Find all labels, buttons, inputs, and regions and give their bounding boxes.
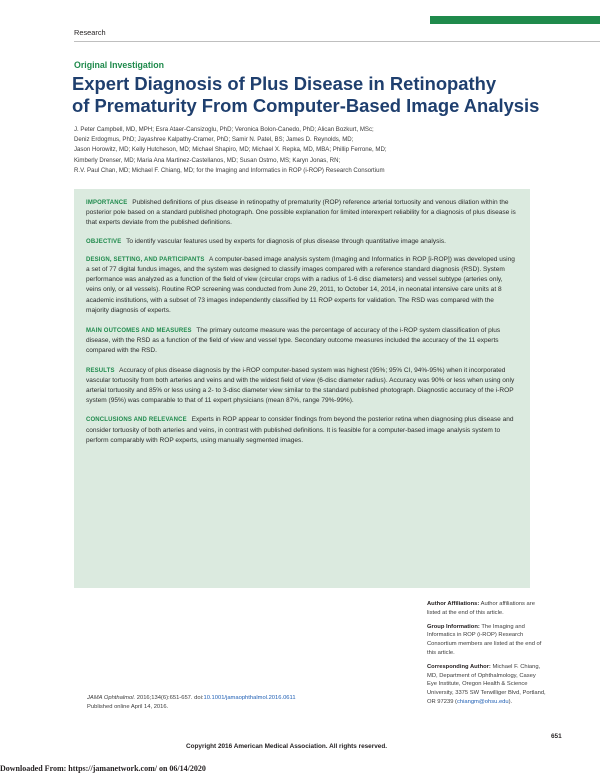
note-heading: Corresponding Author: <box>427 663 491 670</box>
abstract-text: The primary outcome measure was the percentage of accuracy of the i-ROP system classification of plus disease, with the RSD as a function of the field of view and vessel type. Secondary outcome measures included the accuracy of the 11 experts compared with the RSD. <box>86 327 501 355</box>
article-type: Original Investigation <box>74 60 164 70</box>
abstract-objective <box>86 237 518 247</box>
author-line: J. Peter Campbell, MD, MPH; Esra Ataer-Cansizoglu, PhD; Veronica Bolon-Canedo, PhD; Alican Bozkurt, MSc; <box>74 126 374 133</box>
citation <box>87 694 407 712</box>
abstract-heading: IMPORTANCE <box>86 200 128 206</box>
header-divider <box>74 41 600 42</box>
author-list <box>74 125 524 176</box>
corresponding-author <box>427 663 547 707</box>
abstract-text: Published definitions of plus disease in retinopathy of prematurity (ROP) reference arterial tortuosity and venous dilation within the posterior pole based on a standard published photograph. One possible explanation for limited interexpert reliability for a diagnosis of plus disease is that experts deviate from the published definitions. <box>86 199 516 227</box>
abstract-text: Experts in ROP appear to consider findings from beyond the posterior retina when diagnosing plus disease and consider tortuosity of both arteries and veins, in contrast with published definitions. It is feasible for a computer-based image analysis system to perform comparably with ROP experts, using manually segmented images. <box>86 416 514 444</box>
title-line-2: of Prematurity From Computer-Based Image Analysis <box>72 95 540 116</box>
sidebar-notes <box>427 600 547 712</box>
abstract-heading: OBJECTIVE <box>86 238 122 245</box>
abstract-box <box>74 189 530 588</box>
page-number: 651 <box>551 733 562 740</box>
abstract-outcomes <box>86 326 518 357</box>
publication-date: Published online April 14, 2016. <box>87 703 169 710</box>
copyright-notice: Copyright 2016 American Medical Association. All rights reserved. <box>186 743 388 750</box>
author-line: Kimberly Drenser, MD; Maria Ana Martinez-Castellanos, MD; Susan Ostmo, MS; Karyn Jonas, RN; <box>74 156 341 164</box>
title-line-1: Expert Diagnosis of Plus Disease in Retinopathy <box>72 73 497 94</box>
abstract-text: Accuracy of plus disease diagnosis by the i-ROP computer-based system was highest (95%; 95% CI, 94%-95%) when it incorporated vascular tortuosity from both arteries and veins and with the widest field of view (6-disc diameter radius). Accuracy was 90% or less when using only arterial tortuosity and 85% or less using a 2- to 3-disc diameter view similar to the standard published photograph. Diagnostic accuracy of the i-ROP system (95%) was comparable to that of 11 expert physicians (mean 87%, range 79%-99%). <box>86 366 515 405</box>
doi-link[interactable]: 10.1001/jamaophthalmol.2016.0611 <box>203 695 296 701</box>
note-text: The Imaging and Informatics in ROP (i-ROP) Research Consortium members are listed at the end of this article. <box>427 623 542 656</box>
abstract-heading: DESIGN, SETTING, AND PARTICIPANTS <box>86 256 205 263</box>
abstract-heading: CONCLUSIONS AND RELEVANCE <box>86 417 187 424</box>
author-affiliations <box>427 600 547 618</box>
abstract-conclusions <box>86 415 518 446</box>
note-text: Author affiliations are listed at the end of this article. <box>427 601 535 616</box>
abstract-text: To identify vascular features used by experts for diagnosis of plus disease through quantitative image analysis. <box>126 237 446 245</box>
note-text: Michael F. Chiang, MD, Department of Ophthalmology, Casey Eye Institute, Oregon Health & Science University, 3375 SW Terwilliger Blvd, Portland, OR 97239 ( <box>427 663 546 705</box>
abstract-heading: RESULTS <box>86 367 115 374</box>
abstract-results <box>86 366 518 407</box>
author-line: Jason Horowitz, MD; Kelly Hutcheson, MD; Michael Shapiro, MD; Michael X. Repka, MD, MBA; Phillip Ferrone, MD; <box>74 146 387 154</box>
abstract-heading: MAIN OUTCOMES AND MEASURES <box>86 328 192 335</box>
note-heading: Author Affiliations: <box>427 601 480 607</box>
article-title <box>72 73 542 117</box>
group-information <box>427 623 547 658</box>
journal-name: JAMA Ophthalmol. <box>87 695 136 701</box>
accent-bar <box>430 16 600 24</box>
author-line: R.V. Paul Chan, MD; Michael F. Chiang, MD; for the Imaging and Informatics in ROP (i-ROP) Research Consortium <box>74 166 385 174</box>
author-line: Deniz Erdogmus, PhD; Jayashree Kalpathy-Cramer, PhD; Samir N. Patel, BS; James D. Reynolds, MD; <box>74 136 354 144</box>
section-label: Research <box>74 28 106 37</box>
email-link[interactable]: chiangm@ohsu.edu <box>456 698 509 705</box>
note-heading: Group Information: <box>427 623 480 630</box>
abstract-text: A computer-based image analysis system (Imaging and Informatics in ROP [i-ROP]) was developed using a set of 77 digital fundus images, and the system was designed to classify images compared with a reference standard diagnosis (RSD). System performance was analyzed as a function of the field of view (circular crops with a radius of 1-6 disc diameters) and vessel subtype (arteries only, veins only, or all vessels). Routine ROP screening was conducted from June 29, 2011, to October 14, 2014, in neonatal intensive care units at 8 academic institutions, with a subset of 73 images independently classified by 11 ROP experts for validation. The RSD was compared with the majority diagnosis of experts. <box>86 255 515 314</box>
abstract-importance <box>86 198 518 229</box>
abstract-design <box>86 255 518 316</box>
note-text-end: ). <box>508 698 513 705</box>
citation-details: 2016;134(6):651-657. doi: <box>136 695 204 701</box>
download-stamp: Downloaded From: https://jamanetwork.com/ on 06/14/2020 <box>0 764 206 773</box>
